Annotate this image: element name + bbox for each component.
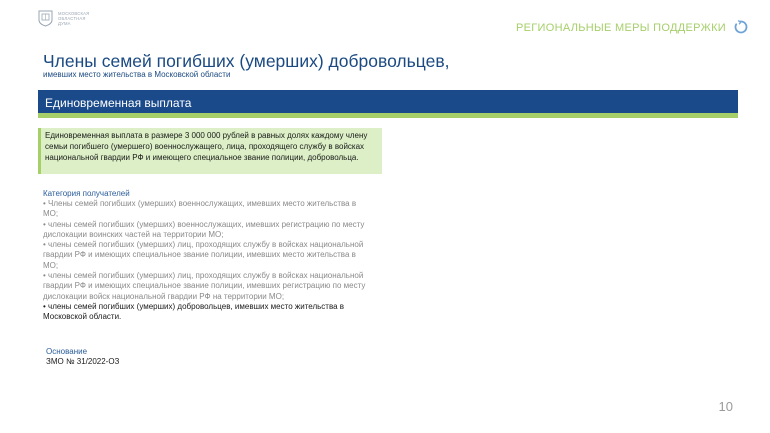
section-banner (38, 90, 738, 118)
list-item: • члены семей погибших (умерших) лиц, проходящих службу в войсках национальной гвардии РФ и имеющих специальное звание полиции, имевших место жительства в МО; (43, 240, 364, 270)
list-item-highlighted: • члены семей погибших (умерших) добровольцев, имевших место жительства в Московской области. (43, 301, 345, 322)
spinner-icon (734, 20, 748, 34)
basis-label: Основание (46, 347, 88, 356)
section-title: РЕГИОНАЛЬНЫЕ МЕРЫ ПОДДЕРЖКИ (516, 22, 726, 34)
logo (38, 10, 89, 27)
logo-line: ОБЛАСТНАЯ (58, 16, 86, 21)
list-item: • члены семей погибших (умерших) военнослужащих, имевших регистрацию по месту дислокации воинских частей на территории МО; (43, 219, 365, 239)
emblem-icon (38, 10, 53, 27)
page-title: Члены семей погибших (умерших) добровольцев, (43, 51, 450, 71)
highlight-box (38, 128, 382, 174)
list-item: • Члены семей погибших (умерших) военнослужащих, имевших место жительства в МО; (43, 199, 357, 219)
recipients-label: Категория получателей (43, 189, 130, 198)
basis-value: ЗМО № 31/2022-ОЗ (46, 357, 120, 366)
list-item: • члены семей погибших (умерших) лиц, проходящих службу в войсках национальной гвардии РФ и имеющих специальное звание полиции, имевших регистрацию по месту дислокации войск национальной гвардии РФ на территории МО; (43, 271, 366, 301)
logo-line: ДУМА (58, 21, 71, 26)
logo-text (58, 11, 89, 26)
logo-line: МОСКОВСКАЯ (58, 11, 90, 16)
recipients-list (43, 199, 373, 323)
page-number: 10 (718, 399, 733, 414)
page-subtitle: имевших место жительства в Московской области (43, 70, 231, 79)
highlight-text: Единовременная выплата в размере 3 000 000 рублей в равных долях каждому члену семьи погибшего (умершего) военнослужащего, лица, проходящего службу в войсках национальной гвардии РФ и имеющего специальное звание полиции, добровольца. (45, 131, 368, 162)
banner-text: Единовременная выплата (45, 96, 192, 110)
